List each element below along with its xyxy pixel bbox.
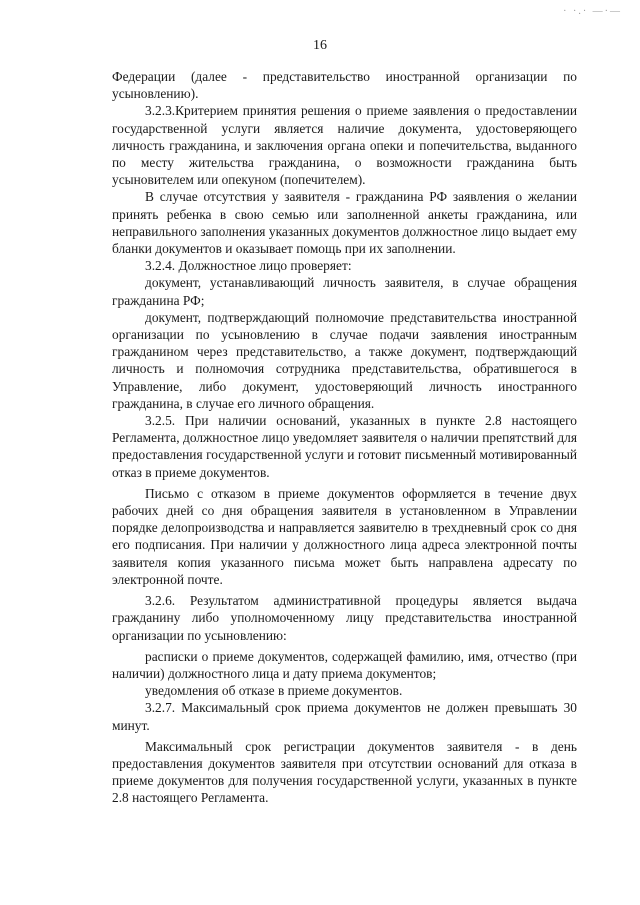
paragraph-missing-application: В случае отсутствия у заявителя - гражданина РФ заявления о желании принять ребенка в свою семью или заполненной анкеты гражданина, или неправильного заполнения указанных документов должностное лицо выдает ему бланки документов и оказывает помощь при их заполнении. (112, 189, 577, 257)
list-item-authority-document: документ, подтверждающий полномочие представительства иностранной организации по усыновлению в случае подачи заявления иностранным гражданином через представительство, а также документ, подтверждающий личность и полномочия сотрудника представительства, обратившегося в Управление, либо документ, удостоверяющий личность иностранного гражданина, в случае его личного обращения. (112, 309, 577, 411)
paragraph-3-2-7: 3.2.7. Максимальный срок приема документов не должен превышать 30 минут. (112, 700, 577, 733)
list-item-receipt: расписки о приеме документов, содержащей фамилию, имя, отчество (при наличии) должностного лица и дату приема документов; (112, 648, 577, 681)
paragraph-3-2-3: 3.2.3.Критерием принятия решения о приеме заявления о предоставлении государственной услуги является наличие документа, удостоверяющего личность гражданина, и заключения органа опеки и попечительства, выданного по месту жительства гражданина, о возможности гражданина быть усыновителем или опекуном (попечителем). (112, 103, 577, 188)
scan-corner-marks: · ·.· —·— (563, 6, 622, 17)
document-body (112, 68, 577, 807)
paragraph-refusal-letter: Письмо с отказом в приеме документов оформляется в течение двух рабочих дней со дня обращения заявителя в установленном в Управлении порядке делопроизводства и направляется заявителю в трехдневный срок со дня его подписания. При наличии у должностного лица адреса электронной почты заявителя копия указанного письма может быть направлена адресату по электронной почте. (112, 485, 577, 587)
page-number: 16 (313, 38, 327, 53)
list-item-refusal-notice: уведомления об отказе в приеме документов. (145, 683, 403, 699)
paragraph-continuation: Федерации (далее - представительство иностранной организации по усыновлению). (112, 69, 577, 102)
paragraph-3-2-6: 3.2.6. Результатом административной процедуры является выдача гражданину либо уполномоченному лицу представительства иностранной организации по усыновлению: (112, 593, 577, 643)
list-item-identity-document: документ, устанавливающий личность заявителя, в случае обращения гражданина РФ; (112, 275, 577, 308)
paragraph-registration-term: Максимальный срок регистрации документов заявителя - в день предоставления документов заявителя при отсутствии оснований для отказа в приеме документов для получения государственной услуги, указанных в пункте 2.8 настоящего Регламента. (112, 738, 577, 806)
paragraph-3-2-5: 3.2.5. При наличии оснований, указанных в пункте 2.8 настоящего Регламента, должностное лицо уведомляет заявителя о наличии препятствий для предоставления государственной услуги и готовит письменный мотивированный отказ в приеме документов. (112, 413, 577, 480)
paragraph-3-2-4: 3.2.4. Должностное лицо проверяет: (145, 258, 352, 274)
